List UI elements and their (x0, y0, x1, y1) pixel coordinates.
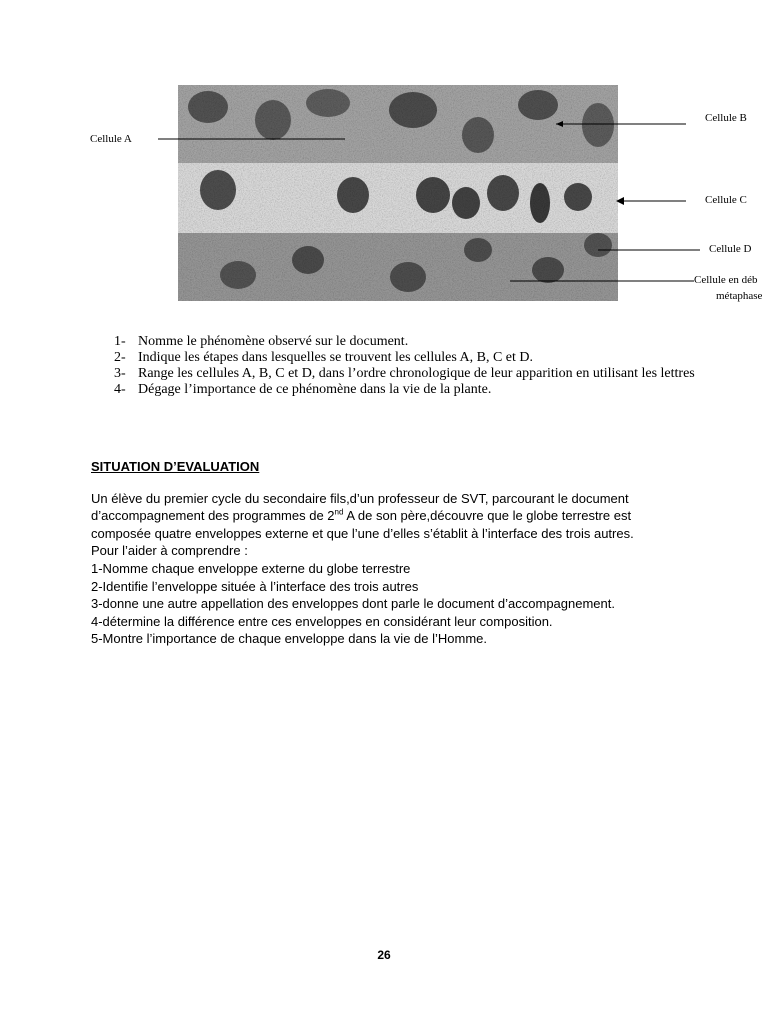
question-number: 1- (114, 334, 126, 349)
task-item: 3-donne une autre appellation des enveloppes dont parle le document d’accompagnement. (91, 596, 615, 612)
question-item (114, 382, 704, 398)
paragraph-text: A de son père,découvre que le globe terrestre est (343, 508, 632, 524)
task-item: 5-Montre l’importance de chaque enveloppe dans la vie de l’Homme. (91, 631, 487, 647)
task-item: 2-Identifie l’enveloppe située à l’interface des trois autres (91, 578, 419, 594)
question-item (114, 366, 704, 382)
label-cellule-metaphase-line1: Cellule en déb (694, 274, 758, 286)
question-text: Indique les étapes dans lesquelles se trouvent les cellules A, B, C et D. (138, 350, 534, 365)
question-list (114, 334, 704, 398)
paragraph-text: d’accompagnement des programmes de 2 (91, 508, 335, 524)
paragraph-line (91, 507, 711, 525)
label-cellule-c: Cellule C (705, 194, 747, 206)
question-number: 2- (114, 350, 126, 365)
label-cellule-d: Cellule D (709, 243, 752, 255)
paragraph-line: Un élève du premier cycle du secondaire fils,d’un professeur de SVT, parcourant le document (91, 490, 629, 506)
question-number: 4- (114, 382, 126, 397)
page-number: 26 (377, 948, 391, 962)
paragraph-line: Pour l’aider à comprendre : (91, 543, 248, 559)
task-item: 1-Nomme chaque enveloppe externe du globe terrestre (91, 560, 411, 576)
question-text: Dégage l’importance de ce phénomène dans la vie de la plante. (138, 382, 492, 397)
evaluation-situation (91, 458, 711, 648)
label-cellule-metaphase-line2: métaphase (716, 290, 763, 302)
label-cellule-a: Cellule A (90, 133, 132, 145)
arrowhead-b-icon (556, 121, 563, 127)
question-item (114, 350, 704, 366)
question-text: Nomme le phénomène observé sur le document. (138, 334, 409, 349)
pointer-lines (0, 0, 768, 320)
situation-paragraph (91, 490, 711, 648)
question-item (114, 334, 704, 350)
section-title: SITUATION D’EVALUATION (91, 459, 260, 474)
question-number: 3- (114, 366, 126, 381)
task-item: 4-détermine la différence entre ces enveloppes en considérant leur composition. (91, 613, 553, 629)
arrowhead-c-icon (616, 197, 624, 205)
superscript-nd: nd (334, 507, 344, 517)
paragraph-line: composée quatre enveloppes externe et que l’une d’elles s’établit à l’interface des trois autres. (91, 525, 634, 541)
question-text: Range les cellules A, B, C et D, dans l’ordre chronologique de leur apparition en utilisant les lettres (138, 366, 695, 381)
label-cellule-b: Cellule B (705, 112, 747, 124)
